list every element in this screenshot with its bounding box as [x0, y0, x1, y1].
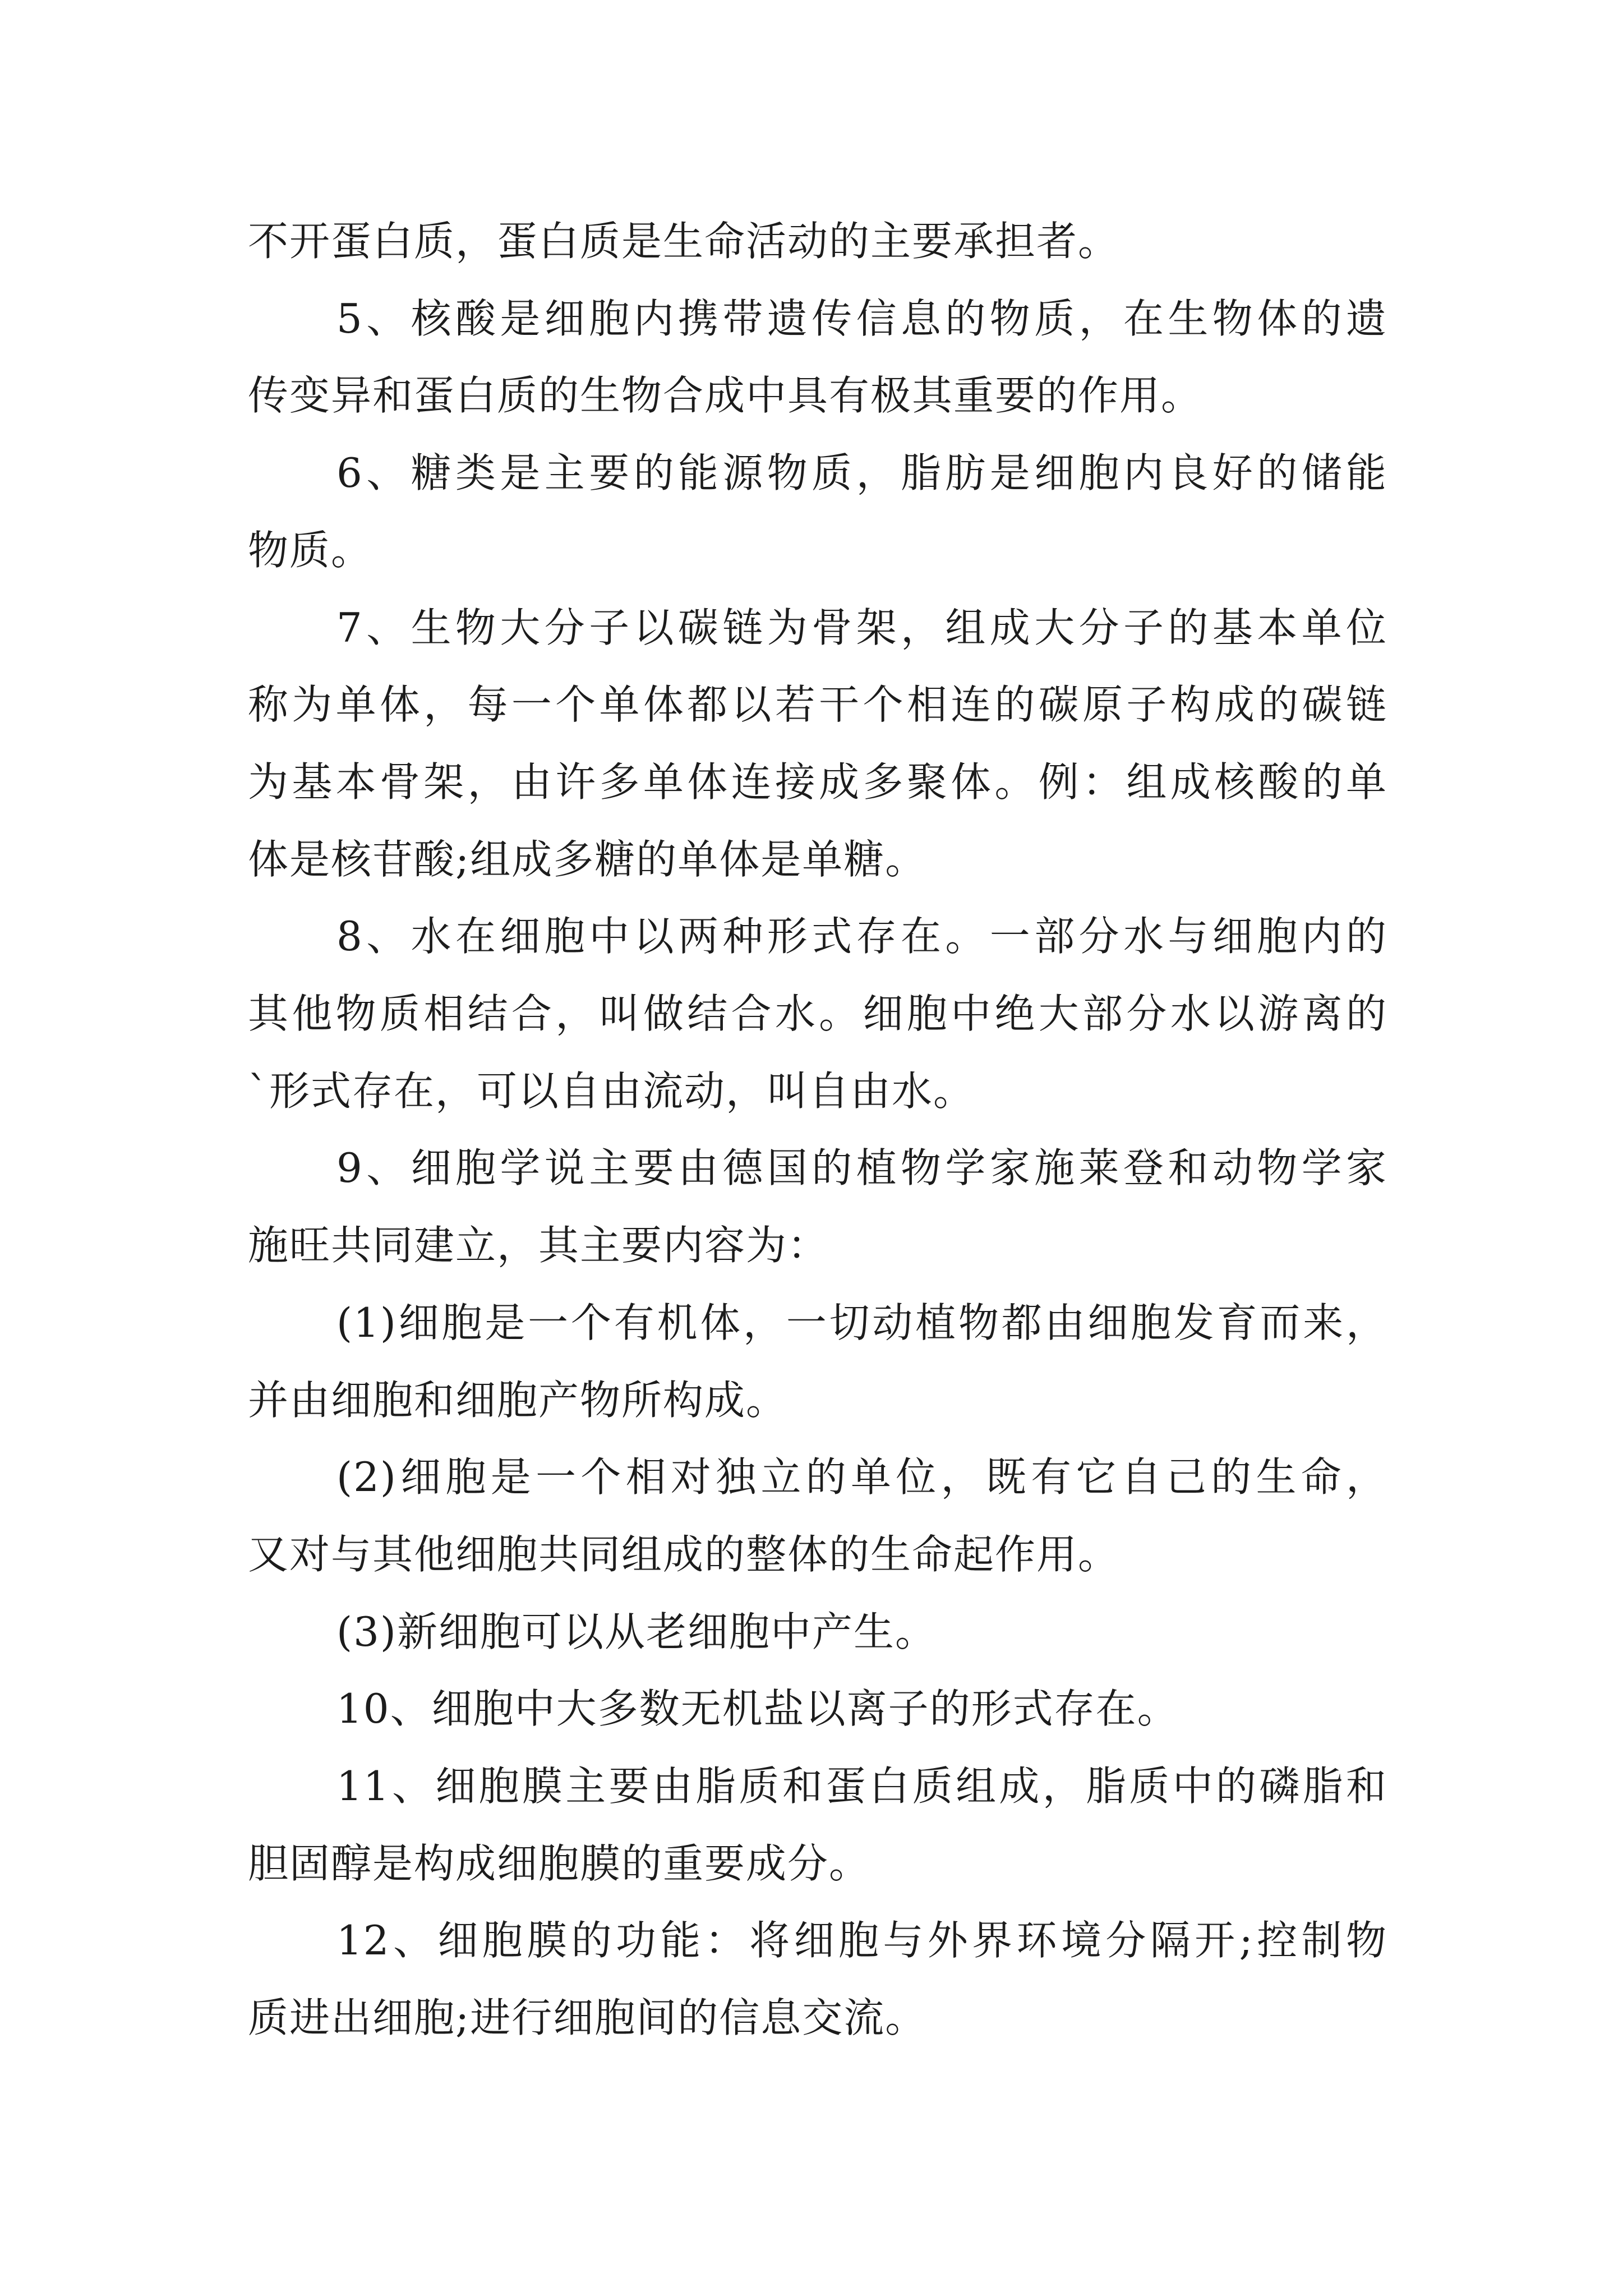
- text-line: 12、细胞膜的功能：将细胞与外界环境分隔开;控制物: [336, 1917, 1387, 1964]
- text-line: 7、生物大分子以碳链为骨架，组成大分子的基本单位: [336, 604, 1387, 651]
- text-line: 传变异和蛋白质的生物合成中具有极其重要的作用。: [248, 372, 1203, 420]
- text-line: 其他物质相结合，叫做结合水。细胞中绝大部分水以游离的: [248, 990, 1387, 1037]
- text-line: 8、水在细胞中以两种形式存在。一部分水与细胞内的: [336, 913, 1387, 960]
- text-line: `形式存在，可以自由流动，叫自由水。: [248, 1067, 975, 1115]
- text-line: 9、细胞学说主要由德国的植物学家施莱登和动物学家: [336, 1144, 1387, 1192]
- text-line: 物质。: [248, 526, 373, 574]
- text-line: 称为单体，每一个单体都以若干个相连的碳原子构成的碳链: [248, 681, 1387, 729]
- text-line: 6、糖类是主要的能源物质，脂肪是细胞内良好的储能: [336, 449, 1387, 497]
- text-line: 并由细胞和细胞产物所构成。: [248, 1376, 788, 1424]
- text-line: 10、细胞中大多数无机盐以离子的形式存在。: [336, 1685, 1179, 1733]
- text-line: 体是核苷酸;组成多糖的单体是单糖。: [248, 835, 927, 883]
- text-line: (1)细胞是一个有机体，一切动植物都由细胞发育而来，: [336, 1299, 1387, 1346]
- text-line: 11、细胞膜主要由脂质和蛋白质组成，脂质中的磷脂和: [336, 1763, 1387, 1810]
- text-line: (2)细胞是一个相对独立的单位，既有它自己的生命，: [336, 1453, 1387, 1501]
- text-line: 为基本骨架，由许多单体连接成多聚体。例：组成核酸的单: [248, 758, 1387, 806]
- text-line: 又对与其他细胞共同组成的整体的生命起作用。: [248, 1530, 1120, 1578]
- text-line: 5、核酸是细胞内携带遗传信息的物质，在生物体的遗: [336, 295, 1387, 342]
- text-line: (3)新细胞可以从老细胞中产生。: [336, 1608, 937, 1655]
- text-line: 胆固醇是构成细胞膜的重要成分。: [248, 1839, 871, 1887]
- text-line: 质进出细胞;进行细胞间的信息交流。: [248, 1994, 927, 2042]
- text-line: 施旺共同建立，其主要内容为：: [248, 1222, 829, 1269]
- text-line: 不开蛋白质，蛋白质是生命活动的主要承担者。: [248, 218, 1120, 265]
